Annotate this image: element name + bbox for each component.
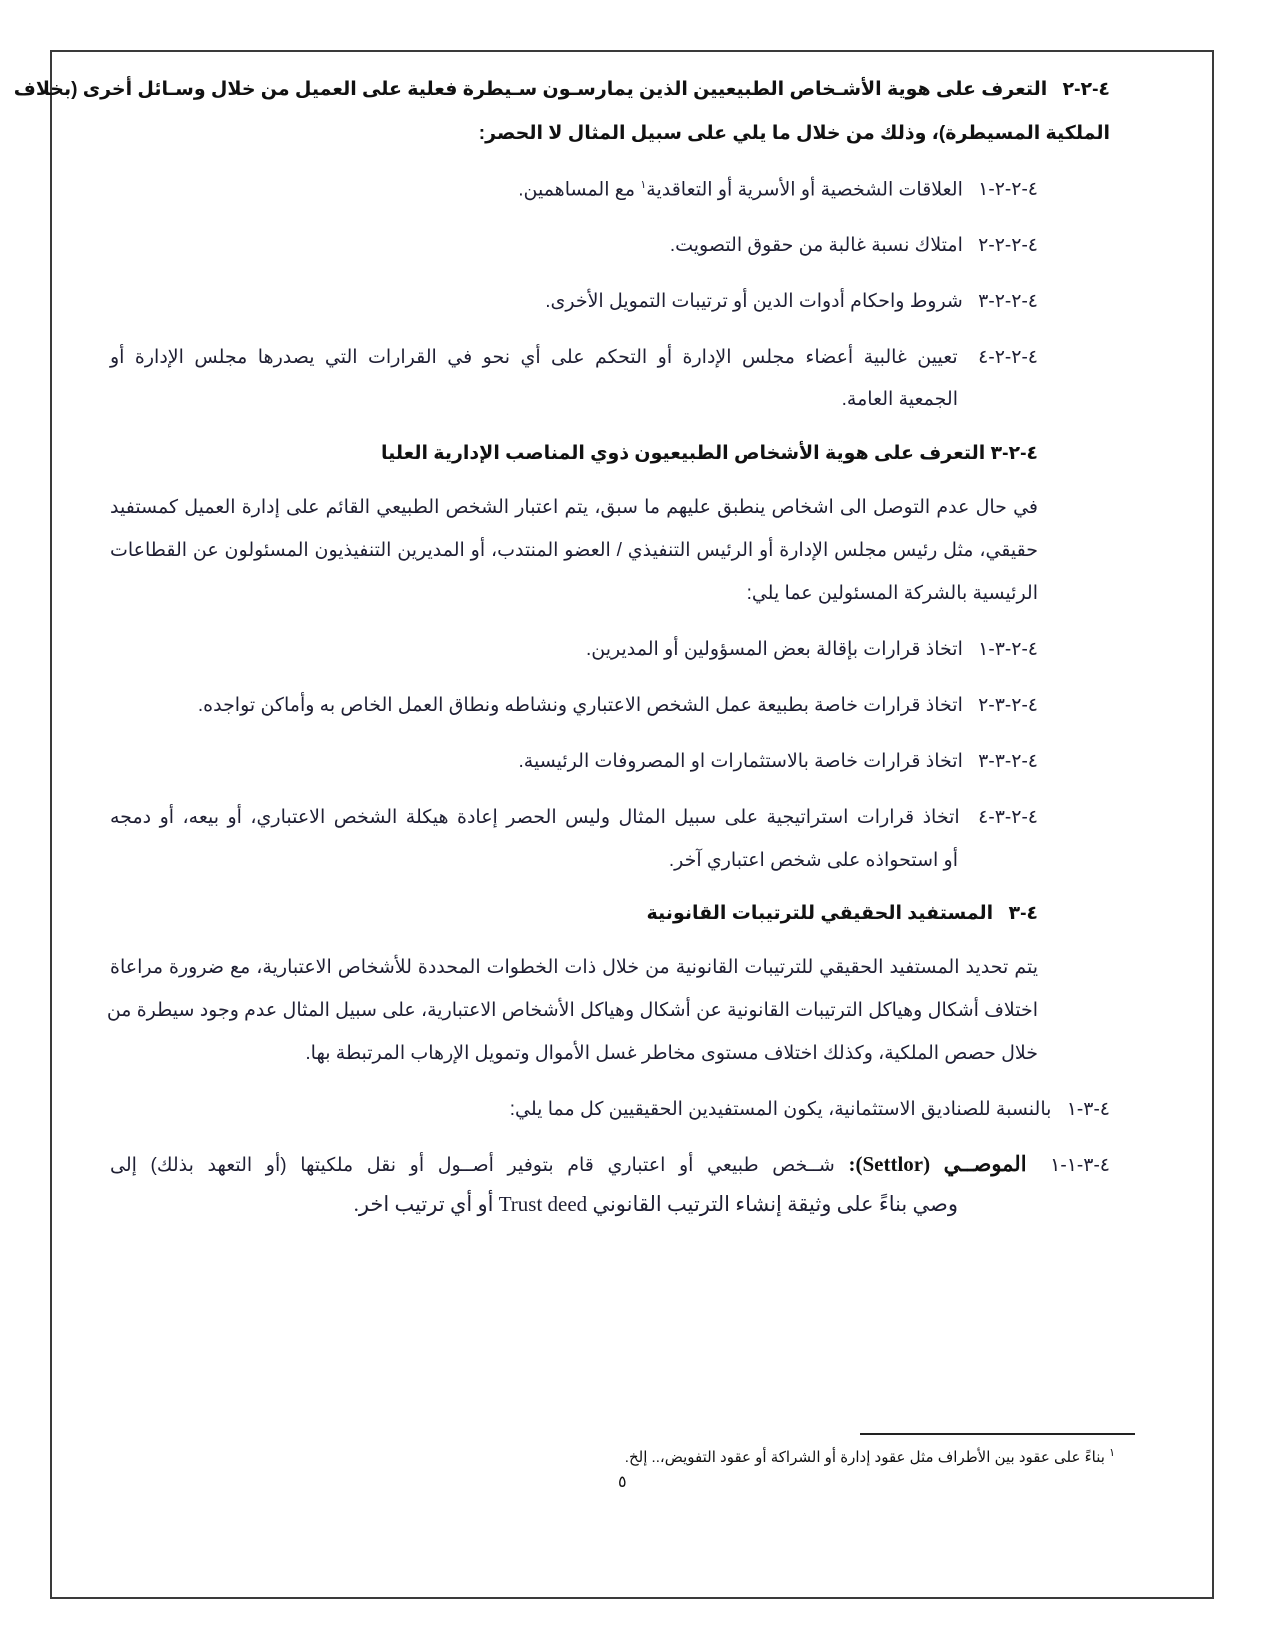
list-item [198, 694, 1038, 717]
list-item [518, 178, 1038, 201]
item-text: اتخاذ قرارات بإقالة بعض المسؤولين أو المديرين. [586, 639, 963, 660]
section-number: ٤-٢-٢ [1062, 79, 1110, 100]
item-term: الموصــي (Settlor): [848, 1152, 1027, 1176]
item-text: شروط واحكام أدوات الدين أو ترتيبات التمويل الأخرى. [545, 291, 963, 312]
footnote-ref[interactable]: ١ [640, 179, 647, 191]
item-number: ٤-٢-٣-٣ [978, 751, 1038, 772]
paragraph-text: خلال حصص الملكية، وكذلك اختلاف مستوى مخاطر غسل الأموال وتمويل الإرهاب المرتبطة بها. [305, 1043, 1038, 1064]
section-number: ٤-٢-٣ [990, 443, 1038, 464]
footnote [625, 1446, 1115, 1466]
list-item [110, 1152, 1110, 1177]
item-text: تعيين غالبية أعضاء مجلس الإدارة أو التحكم على أي نحو في القرارات التي يصدرها مجلس الإدارة أو [110, 347, 958, 368]
footnote-marker: ١ [1109, 1447, 1115, 1459]
paragraph-text: في حال عدم التوصل الى اشخاص ينطبق عليهم ما سبق، يتم اعتبار الشخص الطبيعي القائم على إدارة العميل كمستفيد [110, 497, 1038, 518]
item-text: اتخاذ قرارات خاصة بالاستثمارات او المصروفات الرئيسية. [518, 751, 963, 772]
section-title-cont: الملكية المسيطرة)، وذلك من خلال ما يلي على سبيل المثال لا الحصر: [478, 123, 1110, 144]
paragraph-line [106, 999, 1038, 1022]
page-number: ٥ [618, 1474, 627, 1491]
section-title: المستفيد الحقيقي للترتيبات القانونية [646, 903, 994, 924]
list-item [670, 234, 1038, 257]
paragraph-line [110, 956, 1038, 979]
paragraph-text: يتم تحديد المستفيد الحقيقي للترتيبات القانونية من خلال ذات الخطوات المحددة للأشخاص الاعتبارية، مع ضرورة مراعاة [110, 957, 1038, 978]
list-item-cont [669, 849, 958, 872]
paragraph-text: اختلاف أشكال وهياكل الترتيبات القانونية عن أشكال وهياكل الأشخاص الاعتبارية، على سبيل المثال عدم وجود سيطرة من [106, 1000, 1038, 1021]
item-text-after: مع المساهمين. [518, 179, 641, 201]
paragraph-text: حقيقي، مثل رئيس مجلس الإدارة أو الرئيس التنفيذي / العضو المنتدب، أو المديرين التنفيذيون المسئولون عن القطاعات [110, 540, 1038, 561]
paragraph-line [110, 496, 1038, 519]
list-item [110, 346, 1038, 369]
subsection-number: ٤-٣-١ [1066, 1099, 1110, 1120]
section-number: ٤-٣ [1008, 903, 1038, 924]
item-number: ٤-٢-٢-٤ [978, 347, 1038, 368]
footnote-text: بناءً على عقود بين الأطراف مثل عقود إدارة أو الشراكة أو عقود التفويض،.. إلخ. [624, 1449, 1105, 1466]
paragraph-text: الرئيسية بالشركة المسئولين عما يلي: [746, 583, 1038, 604]
section-heading-4-3 [647, 902, 1038, 925]
subsection-text: بالنسبة للصناديق الاستثمانية، يكون المستفيدين الحقيقيين كل مما يلي: [509, 1099, 1052, 1120]
item-text: امتلاك نسبة غالبة من حقوق التصويت. [669, 235, 963, 256]
subsection-4-3-1 [510, 1098, 1110, 1121]
list-item-cont [842, 388, 958, 411]
section-heading-4-2-2 [13, 78, 1110, 101]
item-text: العلاقات الشخصية أو الأسرية أو التعاقدية [646, 179, 963, 201]
item-text-cont: وصي بناءً على وثيقة إنشاء الترتيب القانوني Trust deed أو أي ترتيب اخر. [353, 1192, 958, 1216]
item-number: ٤-٢-٣-١ [978, 639, 1038, 660]
section-heading-4-2-2-cont [479, 122, 1110, 145]
list-item [545, 290, 1038, 313]
section-title: التعرف على هوية الأشـخاص الطبيعيين الذين يمارسـون سـيطرة فعلية على العميل من خلال وسـائل أخرى (بخلاف [13, 79, 1048, 100]
item-number: ٤-٢-٢-١ [978, 179, 1038, 201]
footnote-separator [860, 1433, 1135, 1435]
section-title: التعرف على هوية الأشخاص الطبيعيون ذوي المناصب الإدارية العليا [381, 443, 986, 464]
section-heading-4-2-3 [381, 442, 1038, 465]
item-number: ٤-٢-٣-٤ [978, 807, 1038, 828]
item-text: اتخاذ قرارات استراتيجية على سبيل المثال وليس الحصر إعادة هيكلة الشخص الاعتباري، أو بيعه، أو دمجه [110, 807, 960, 828]
paragraph-line [305, 1042, 1038, 1065]
item-number: ٤-٢-٢-٢ [978, 235, 1038, 256]
list-item-cont [354, 1192, 958, 1217]
list-item [586, 638, 1038, 661]
paragraph-line [110, 539, 1038, 562]
list-item [519, 750, 1038, 773]
list-item [110, 806, 1038, 829]
item-number: ٤-٢-٣-٢ [978, 695, 1038, 716]
item-number: ٤-٢-٢-٣ [978, 291, 1038, 312]
item-number: ٤-٣-١-١ [1050, 1155, 1111, 1176]
item-text-cont: أو استحواذه على شخص اعتباري آخر. [668, 850, 958, 871]
item-text: شــخص طبيعي أو اعتباري قام بتوفير أصــول أو نقل ملكيتها (أو التعهد بذلك) إلى [110, 1155, 835, 1176]
paragraph-line [747, 582, 1038, 605]
item-text: اتخاذ قرارات خاصة بطبيعة عمل الشخص الاعتباري ونشاطه ونطاق العمل الخاص به وأماكن تواجده. [197, 695, 963, 716]
item-text-cont: الجمعية العامة. [841, 389, 958, 410]
